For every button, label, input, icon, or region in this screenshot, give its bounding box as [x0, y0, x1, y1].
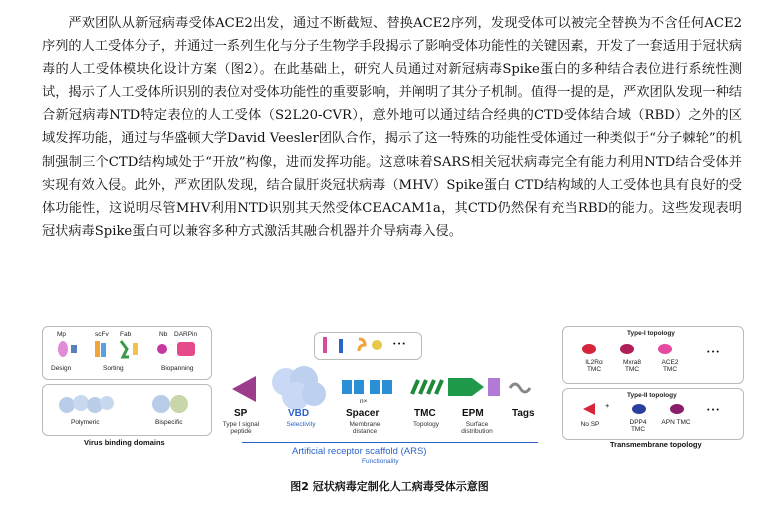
step-biopanning: Biopanning	[161, 365, 194, 372]
type1-topology-box	[562, 326, 744, 384]
module-sp-sub: Type I signal peptide	[222, 421, 260, 435]
module-spacer-sub: Membrane distance	[349, 421, 381, 435]
virus-binding-domains-title: Virus binding domains	[84, 438, 165, 447]
body-paragraph	[42, 12, 742, 243]
figure-2	[42, 326, 742, 466]
item-fab: Fab	[120, 331, 132, 338]
paragraph-text: 严欢团队从新冠病毒受体ACE2出发，通过不断截短、替换ACE2序列，发现受体可以被完全替换为不含任何ACE2序列的人工受体分子，并通过一系列生化与分子生物学手段揭示了影响受体功能性的关键因素，开发了一套适用于冠状病毒的人工受体模块化设计方案（图2）。在此基础上，研究人员通过对新冠病毒Spike蛋白的多种结合表位进行系统性测试，揭示了人工受体所识别的表位对受体功能性的重要影响，并阐明了其分子机制。值得一提的是，严欢团队发现一种结合新冠病毒NTD特定表位的人工受体（S2L20-CVR），意外地可以通过结合经典的CTD受体结合域（RBD）之外的区域发挥功能，通过与华盛顿大学David Veesler团队合作，揭示了这一特殊的功能性受体通过一种类似于“分子棘轮”的机制强制三个CTD结构域处于“开放”构像，进而发挥功能。这意味着SARS相关冠状病毒完全有能力利用NTD结合受体并实现有效入侵。此外，严欢团队发现，结合鼠肝炎冠状病毒（MHV）Spike蛋白 CTD结构域的人工受体也具有良好的受体功能性，这说明尽管MHV利用NTD识别其天然受体CEACAM1a，其CTD仍然保有充当RBD的能力。这些发现表明冠状病毒Spike蛋白可以兼容多种方式激活其融合机器并介导病毒入侵。	[42, 16, 742, 239]
tmc-icon	[410, 378, 444, 396]
type2-topology-box	[562, 388, 744, 440]
epm-icon	[446, 376, 486, 398]
type2-title: Type-II topology	[627, 392, 677, 399]
bispecific-icon	[147, 391, 197, 417]
type2-nosp: No SP	[580, 421, 600, 428]
virus-binding-domains-box	[42, 384, 212, 436]
module-sp-label: SP	[234, 408, 248, 419]
binder-design-box	[42, 326, 212, 380]
module-spacer-label: Spacer	[346, 408, 380, 419]
module-epm-label: EPM	[462, 408, 484, 419]
module-epm-sub: Surface distribution	[461, 421, 493, 435]
figure-caption: 图2 冠状病毒定制化人工病毒受体示意图	[290, 480, 489, 493]
type2-icons	[581, 401, 701, 417]
step-design: Design	[51, 365, 72, 372]
step-sorting: Sorting	[103, 365, 124, 372]
tag-options-box	[314, 332, 422, 360]
spacer-icon	[342, 378, 402, 396]
type2-dpp4: DPP4 TMC	[629, 419, 647, 433]
type1-il2ra: IL2Rα TMC	[585, 359, 603, 373]
type1-ace2: ACE2 TMC	[661, 359, 679, 373]
module-vbd-label: VBD	[288, 408, 310, 419]
type1-icons	[579, 341, 699, 357]
module-tmc-label: TMC	[414, 408, 436, 419]
tag-ellipsis: • • •	[393, 339, 406, 348]
vbd-icon	[268, 364, 328, 414]
item-scfv: scFv	[95, 331, 109, 338]
ars-bracket-line	[242, 442, 538, 443]
item-darpin: DARPin	[174, 331, 198, 338]
type2-plus: +	[605, 401, 610, 410]
item-nb: Nb	[159, 331, 168, 338]
sp-icon	[228, 374, 258, 404]
tag-icons	[319, 335, 389, 357]
item-mp: Mp	[57, 331, 67, 338]
type1-title: Type-I topology	[627, 330, 675, 337]
label-bispecific: Bispecific	[155, 419, 183, 426]
tags-icon	[508, 378, 534, 396]
module-tmc-sub: Topology	[412, 421, 440, 428]
type1-ellipsis: • • •	[707, 347, 720, 356]
ars-title: Artificial receptor scaffold (ARS)	[292, 446, 427, 457]
transmembrane-topology-title: Transmembrane topology	[610, 440, 702, 449]
epm-purple-icon	[488, 378, 502, 396]
polymeric-icon	[57, 391, 117, 417]
label-polymeric: Polymeric	[71, 419, 100, 426]
type2-ellipsis: • • •	[707, 405, 720, 414]
spacer-n: n×	[360, 398, 368, 405]
type1-mxra8: Mxra8 TMC	[622, 359, 642, 373]
module-vbd-sub: Selectivity	[286, 421, 316, 428]
ars-subtitle: Functionality	[362, 458, 399, 465]
binder-icons	[49, 339, 209, 363]
type2-apn: APN TMC	[661, 419, 691, 426]
module-tags-label: Tags	[512, 408, 535, 419]
